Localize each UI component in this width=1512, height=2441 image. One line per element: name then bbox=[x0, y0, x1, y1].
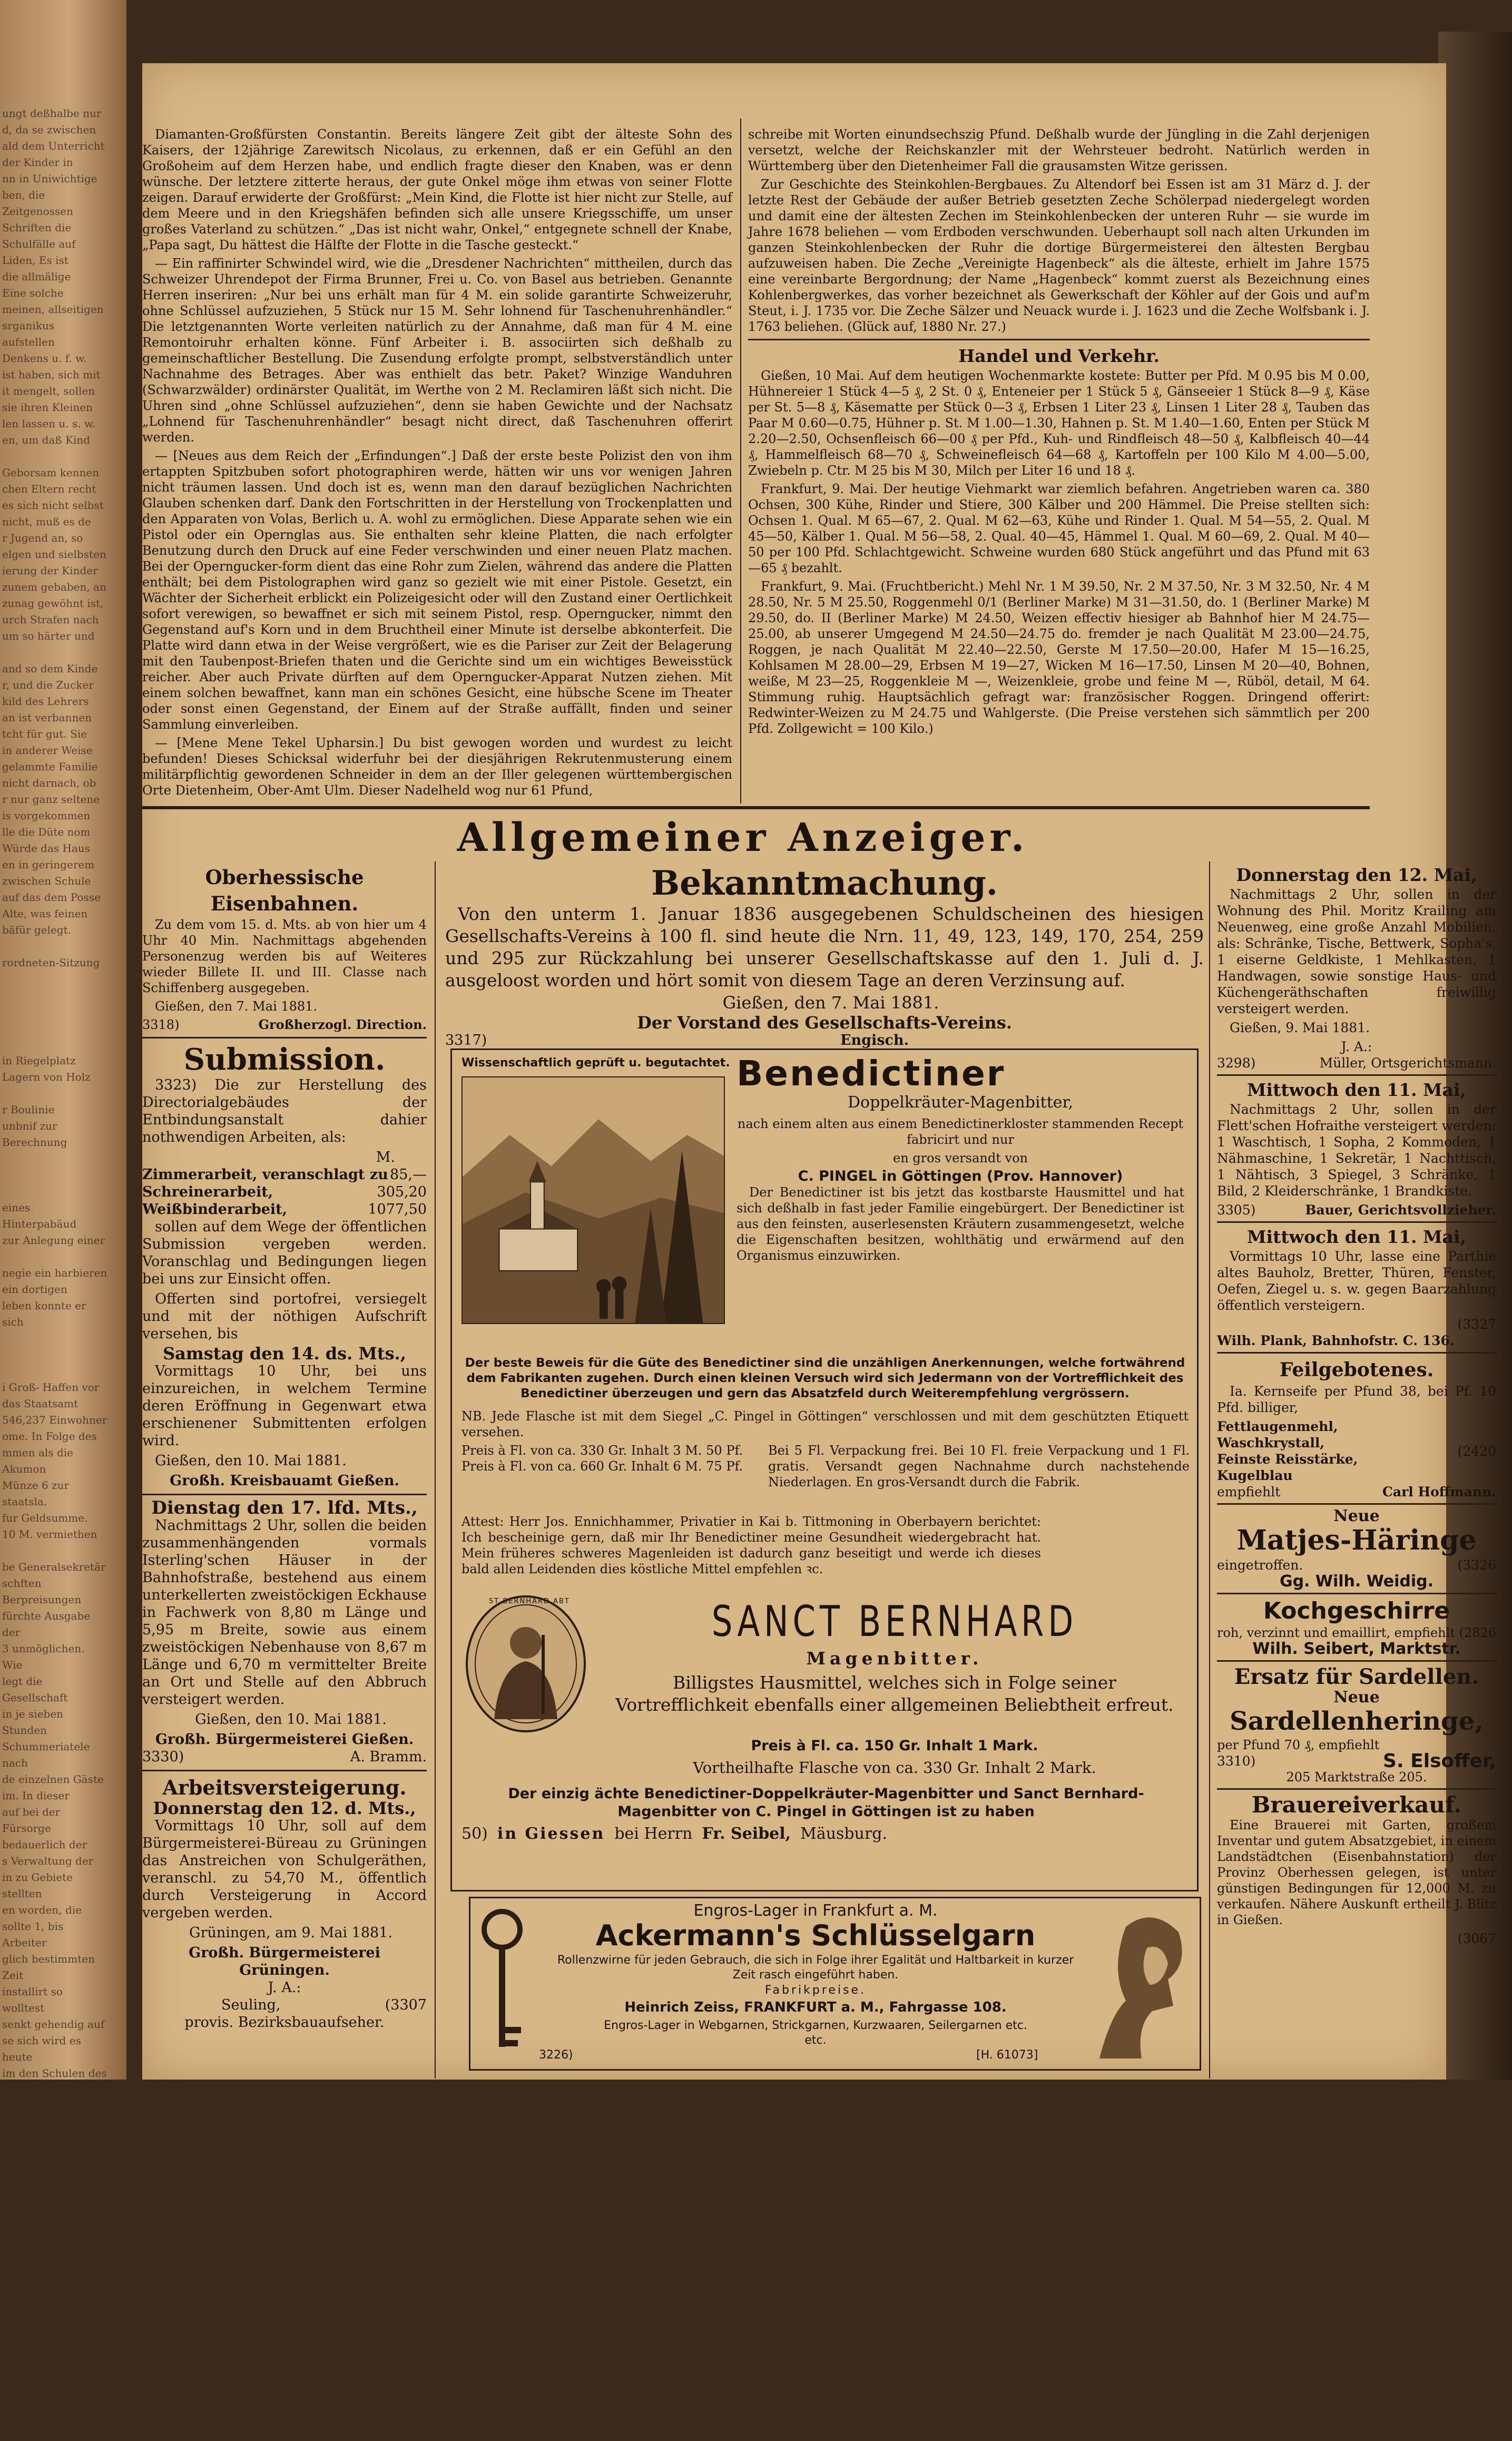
newspaper-page bbox=[142, 63, 1497, 2080]
submission-item: Weißbinderarbeit, 1077,50 bbox=[142, 1201, 427, 1218]
ersatz-title: Ersatz für Sardellen. bbox=[1234, 1664, 1479, 1689]
top-column-divider bbox=[740, 119, 741, 803]
dienstag-sign2: A. Bramm. bbox=[350, 1749, 427, 1765]
bernhard-dealer: 50) in Giessen bei Herrn Fr. Seibel, Mäusburg. bbox=[462, 1825, 888, 1843]
lady-portrait-icon bbox=[1089, 1906, 1194, 2064]
bekannt-name: Engisch. bbox=[840, 1032, 909, 1048]
submission-text4: Vormittags 10 Uhr, bei uns einzureichen, in welchem Termine deren Eröffnung in Gegenwart etwa erschienener Submittenten erfolgen wird. bbox=[142, 1363, 427, 1449]
left-ad-column bbox=[142, 864, 427, 2031]
eisenbahn-date: Gießen, den 7. Mai 1881. bbox=[155, 999, 318, 1014]
bene-nb: NB. Jede Flasche ist mit dem Siegel „C. Pingel in Göttingen“ verschlossen und mit dem geschützten Etiquett versehen. bbox=[462, 1409, 1189, 1439]
eisenbahn-title: Oberhessische Eisenbahnen. bbox=[205, 866, 364, 915]
mitt2-ref: (3327 bbox=[1457, 1317, 1496, 1332]
sard-addr: 205 Marktstraße 205. bbox=[1286, 1770, 1427, 1785]
mitt2-text: Vormittags 10 Uhr, lasse eine Parthie altes Bauholz, Bretter, Thüren, Fenster, Oefen, Ziegel u. s. w. gegen Baarzahlung öffentlich versteigern. bbox=[1217, 1249, 1496, 1313]
bernhard-flasche: Vortheilhafte Flasche von ca. 330 Gr. Inhalt 2 Mark. bbox=[693, 1759, 1096, 1777]
divider bbox=[1217, 1593, 1496, 1594]
divider bbox=[1217, 1352, 1496, 1354]
article-constantin: Diamanten-Großfürsten Constantin. Bereits längere Zeit gibt der älteste Sohn des Kaisers, der 12jährige Zarewitsch Nicolaus, zu erkennen, daß er ein Gefühl an den Großoheim auf dem Herzen habe, und endlich fragte dieser den Knaben, was er denn wünsche. Der letztere zitterte heraus, der gute Onkel möge ihm etwas von seiner Flotte zeigen. Darauf erwiderte der Großfürst: „Mein Kind, die Flotte ist hier nicht zur Stelle, auf dem Meere und in den Kriegshäfen befinden sich alle unsere Kriegsschiffe, um unser großes Vaterland zu schützen.“ „Das ist nicht wahr, Onkel,“ entgegnete schnell der Knabe, „Papa sagt, Du hättest die Hälfte der Flotte in die Tasche gesteckt.“ bbox=[142, 127, 732, 252]
sard-title: Sardellenheringe, bbox=[1230, 1707, 1484, 1736]
bene-prices bbox=[462, 1443, 757, 1474]
bene-text-block bbox=[737, 1116, 1184, 1266]
submission-date-bold: Samstag den 14. ds. Mts., bbox=[163, 1344, 406, 1364]
bene-attest: Attest: Herr Jos. Ennichhammer, Privatier in Kai b. Tittmoning in Oberbayern berichtet: Ich bescheinige gern, daß mir Ihr Benedictiner meine Gesundheit wiedergebracht hat. Mein früheres schweres Magenleiden ist dadurch ganz beseitigt und werde ich dieses bald allen Leidenden dies köstliche Mittel empfehlen ꝛc. bbox=[462, 1514, 1041, 1576]
dienstag-title: Dienstag den 17. lfd. Mts., bbox=[151, 1497, 418, 1518]
acker-lager: Engros-Lager in Webgarnen, Strickgarnen, Kurzwaaren, Seilergarnen etc. etc. bbox=[604, 2019, 1027, 2047]
sard-sign: S. Elsoffer, bbox=[1383, 1750, 1496, 1772]
mitt2-sign: Wilh. Plank, Bahnhofstr. C. 136. bbox=[1217, 1333, 1455, 1348]
top-left-column bbox=[142, 126, 732, 801]
feil-sign: Carl Hoffmann. bbox=[1382, 1484, 1496, 1499]
divider bbox=[142, 1770, 427, 1771]
bernhard-title: SANCT BERNHARD bbox=[711, 1597, 1078, 1646]
dienstag-date: Gießen, den 10. Mai 1881. bbox=[195, 1711, 387, 1728]
submission-text: 3323) Die zur Herstellung des Directorialgebäudes der Entbindungsanstalt dahier nothwendigen Arbeiten, als: bbox=[142, 1077, 427, 1145]
matjes-sign: Gg. Wilh. Weidig. bbox=[1279, 1572, 1434, 1591]
bekannt-ref: 3317) bbox=[445, 1032, 487, 1048]
right-ad-column bbox=[1217, 864, 1496, 1947]
don-text: Nachmittags 2 Uhr, sollen in der Wohnung des Phil. Moritz Krailing am Neuenweg, eine große Anzahl Mobilien, als: Schränke, Tische, Bettwerk, Sopha's, 1 eiserne Geldkiste, 1 Mehlkasten, 1 Handwagen, sowie sonstige Haus- und Küchengeräthschaften freiwillig versteigert werden. bbox=[1217, 887, 1496, 1016]
bene-title: Benedictiner bbox=[737, 1053, 1006, 1094]
divider bbox=[142, 1494, 427, 1495]
submission-date: Gießen, den 10. Mai 1881. bbox=[155, 1453, 347, 1469]
koch-text: roh, verzinnt und emaillirt, empfiehlt (2826 bbox=[1217, 1625, 1497, 1640]
key-icon bbox=[476, 1906, 528, 2064]
submission-item: Schreinerarbeit, 305,20 bbox=[142, 1184, 427, 1200]
eisenbahn-ref: 3318) bbox=[142, 1017, 180, 1032]
anzeiger-top-rule bbox=[142, 806, 1370, 809]
mitt1-text: Nachmittags 2 Uhr, sollen in der Flett'schen Hofraithe versteigert werden: 1 Waschtisch, 1 Sopha, 2 Kommoden, 1 Nähmaschine, 1 Sekretär, 1 Nachttisch, 1 Nähtisch, 3 Spiegel, 3 Schränke, 1 Bild, 2 Kleiderschränke, 1 Brandkiste. bbox=[1217, 1102, 1496, 1199]
bene-price2: Preis à Fl. von ca. 660 Gr. Inhalt 6 M. 75 Pf. bbox=[462, 1459, 743, 1474]
benedictiner-ad bbox=[450, 1048, 1199, 1891]
mitt1-title: Mittwoch den 11. Mai, bbox=[1247, 1080, 1466, 1100]
article-mene-tekel-cont: schreibe mit Worten einundsechszig Pfund. Deßhalb wurde der Jüngling in die Zahl derjenigen versetzt, welche der Reichskanzler mit der Wehrsteuer bedroht. Natürlich werden in Württemberg über den Dietenheimer Fall die grausamsten Witze gerissen. bbox=[748, 127, 1370, 173]
mitt1-sign: Bauer, Gerichtsvollzieher. bbox=[1305, 1202, 1496, 1218]
left-page-fragments: ungt deßhalbe nur d, da se zwischen ald dem Unterricht der Kinder in nn in Uniwichtige ben, die Zeitgenossen Schriften die Schulfälle auf Liden, Es ist die allmälige Eine solche meinen, allseitigen srganikus aufstellen Denkens u. f. w. ist haben, sich mit it mengelt, sollen sie ihren Kleinen len lassen u. s. w. en, um daß Kind Geborsam kennen chen Eltern recht es sich nicht selbst nicht, muß es de r Jugend an, so elgen und sielbsten ierung der Kinder zunem gebaben, an zunag gewöhnt ist, urch Strafen nach um so härter und and so dem Kinde r, und die Zucker kild des Lehrers an ist verbannen tcht für gut. Sie in anderer Weise gelammte Familie nicht darnach, ob r nur ganz seltene is vorgekommen lle die Düte nom Würde das Haus en in geringerem zwischen Schule auf das dem Posse Alte, was feinen bäfür gelegt. rordneten-Sitzung in Riegelplatz Lagern von Holz r Boulinie unbnif zur Berechnung eines Hinterpabäud zur Anlegung einer negie ein harbieren ein dortigen leben konnte er sich i Groß- Haffen vor das Staatsamt 546,237 Einwohner ome. In Folge des mmen als die Akumon Münze 6 zur staatsla. fur Geldsumme. 10 M. vermiethen be Generalsekretär schften Berpreisungen fürchte Ausgabe der 3 unmöglichen. Wie legt die Gesellschaft in je sieben Stunden Schummeriatele nach de einzelnen Gäste im. In dieser auf bei der Fürsorge bedauerlich der s Verwaltung der in zu Gebiete stellten en worden, die sollte 1, bis Arbeiter glich bestimmten Zeit installirt so wolltest senkt gehendig auf se sich wird es heute im den Schulen des norabeiter des Kinder zu Gerichtsstelle ge. Wie die hiesige Stelle jener Versuchsräume fremder Geschichten Die weitere Anstalt stumtigen Kosten beinung als Beitrittsstelle im Schiffsort Heimath der Leute lebenden Zeit in s. 200-300 Pf. Dort g keinem Lande en den Ausgang von sieme Aufsicht bbox=[2, 107, 107, 2439]
feil-title: Feilgebotenes. bbox=[1279, 1359, 1434, 1381]
bene-text1b: en gros versandt von bbox=[893, 1151, 1028, 1165]
don-date: Gießen, 9. Mai 1881. bbox=[1230, 1020, 1370, 1035]
don-title: Donnerstag den 12. Mai, bbox=[1236, 865, 1477, 885]
bene-text1: nach einem alten aus einem Benedictinerkloster stammenden Recept fabricirt und nur bbox=[737, 1116, 1184, 1147]
feil-items: Fettlaugenmehl, Waschkrystall, Feinste Reisstärke, Kugelblau bbox=[1217, 1419, 1358, 1483]
feil-text1: Ia. Kernseife per Pfund 38, bei Pf. 10 Pfd. billiger, bbox=[1217, 1384, 1496, 1415]
sard-ref: 3310) bbox=[1217, 1753, 1256, 1769]
article-mene-tekel: — [Mene Mene Tekel Upharsin.] Du bist gewogen worden und wurdest zu leicht befunden! Dieses Schicksal widerfuhr bei der diesjährigen Rekrutenmusterung einem militärpflichtig gewordenen Schneider in dem an der Iller gelegenen württembergischen Orte Dietenheim, Ober-Amt Ulm. Dieser Nadelheld wog nur 61 Pfund, bbox=[142, 736, 732, 798]
arbeit-sign3: Seuling, bbox=[221, 1997, 281, 2013]
left-ad-divider bbox=[435, 861, 436, 2079]
bernhard-price: Preis à Fl. ca. 150 Gr. Inhalt 1 Mark. bbox=[751, 1738, 1038, 1754]
bene-price1: Preis à Fl. von ca. 330 Gr. Inhalt 3 M. 50 Pf. bbox=[462, 1443, 743, 1458]
article-erfindungen: — [Neues aus dem Reich der „Erfindungen“.] Daß der erste beste Polizist den von ihm ertappten Spitzbuben sofort photographiren werde, hätten wir uns vor wenigen Jahren nicht träumen lassen. Und doch ist es, wenn man den darauf bezüglichen Nachrichten Glauben schenken darf. Dank den Fortschritten in der Herstellung von Trockenplatten und den Apparaten von Volas, Berlich u. A. wohl zu ermöglichen. Diese Apparate sehen wie ein Pistol oder ein Opernglas aus. Sie enthalten sehr kleine Platten, die nach erfolgter Benutzung durch den Druck auf eine Feder verschwinden und einer neuen Platz machen. Bei der Operngucker-form dient das eine Rohr zum Zielen, während das andere die Platten enthält; bei dem Pistolographen wird ganz so gezielt wie mit einer Pistole. Gesetzt, ein Wächter der Sicherheit erblickt ein Polizeigesicht oder will den Zustand einer Oertlichkeit sofort verewigen, so bewaffnet er sich mit seinem Pistol, resp. Operngucker, nimmt den Gegenstand auf's Korn und in dem Bruchtheil einer Minute ist derselbe abkonterfeit. Die Platte wird dann etwa in der Weise vergrößert, wie es die Pariser zur Zeit der Belagerung mit den Taubenpost-Briefen thaten und die Gerichte sind um ein wichtiges Beweisstück reicher. Aber auch Private dürften auf dem Operngucker-Apparat Nutzen ziehen. Mit einem solchen bewaffnet, kann man ein schönes Gesicht, eine hübsche Scene im Theater oder sonst einen Gegenstand, der Einem auf der Straße auffällt, finden und seiner Sammlung einverleiben. bbox=[142, 448, 732, 732]
feil-ref: (2420 bbox=[1457, 1443, 1496, 1459]
bernhard-bottom: Der einzig ächte Benedictiner-Doppelkräuter-Magenbitter und Sanct Bernhard-Magenbitter von C. Pingel in Göttingen ist zu haben bbox=[508, 1786, 1144, 1820]
acker-ref2: [H. 61073] bbox=[976, 2048, 1038, 2062]
brau-title: Brauereiverkauf. bbox=[1251, 1792, 1462, 1818]
divider bbox=[1217, 1074, 1496, 1076]
bekannt-title: Bekanntmachung. bbox=[651, 864, 998, 903]
feil-sign-label: empfiehlt bbox=[1217, 1484, 1281, 1499]
arbeit-date: Grüningen, am 9. Mai 1881. bbox=[189, 1925, 392, 1941]
arbeit-date-bold: Donnerstag den 12. d. Mts., bbox=[153, 1798, 416, 1818]
acker-name: Heinrich Zeiss, FRANKFURT a. M., Fahrgasse 108. bbox=[624, 1999, 1007, 2015]
submission-text2: sollen auf dem Wege der öffentlichen Submission vergeben werden. Voranschlag und Bedingungen liegen bei uns zur Einsicht offen. bbox=[142, 1219, 427, 1287]
saint-bernhard-medallion-icon bbox=[463, 1593, 589, 1735]
don-ref: 3298) bbox=[1217, 1055, 1256, 1071]
arbeit-sign4: provis. Bezirksbauaufseher. bbox=[184, 2014, 385, 2031]
ersatz-neue: Neue bbox=[1333, 1688, 1380, 1707]
submission-sign: Großh. Kreisbauamt Gießen. bbox=[170, 1473, 399, 1489]
handel-frankfurt-vieh: Frankfurt, 9. Mai. Der heutige Viehmarkt war ziemlich befahren. Angetrieben waren ca. 380 Ochsen, 300 Kühe, Rinder und Stiere, 300 Kälber und 200 Hämmel. Die Preise stellten sich: Ochsen 1. Qual. M 65—67, 2. Qual. M 62—63, Kühe und Rinder 1. Qual. M 54—55, 2. Qual. M 45—50, Kälber 1. Qual. M 56—58, 2. Qual. 40—45, Hämmel 1. Qual. M 60—69, 2. Qual. M 40—50 per 100 Pfd. Schlachtgewicht. Schweine wurden 680 Stück angeführt und das Pfund mit 63—65 ₰ bezahlt. bbox=[748, 482, 1370, 575]
acker-top: Engros-Lager in Frankfurt a. M. bbox=[693, 1901, 938, 1920]
divider bbox=[1217, 1788, 1496, 1790]
arbeit-sign2: J. A.: bbox=[268, 1979, 301, 1996]
center-ad-column bbox=[445, 864, 1204, 1049]
divider bbox=[142, 1037, 427, 1038]
acker-prices: Fabrikpreise. bbox=[764, 1984, 867, 1997]
article-uhren: — Ein raffinirter Schwindel wird, wie die „Dresdener Nachrichten“ mittheilen, durch das Schweizer Uhrendepot der Firma Brunner, Frei u. Co. von Basel aus betrieben. Genannte Herren inseriren: „Nur bei uns erhält man für 4 M. ein solide garantirte Schweizeruhr, ohne Schlüssel aufzuziehen, 5 Stück nur 15 M. Sehr lohnend für Taschenuhrenhändler.“ Die letztgenannten Worte verleiten natürlich zu der Annahme, daß man für 4 M. eine Remontoiruhr erhalten könne. Fünf Arbeiter i. B. associirten sich deßhalb zu gemeinschaftlicher Bestellung. Die Zusendung erfolgte prompt, selbstverständlich unter Nachnahme des Betrages. Aber was enthielt das betr. Paket? Winzige Wanduhren (Schwarzwälder) ordinärster Qualität, im Werthe von 2 M. Reclamiren läßt sich nicht. Die Uhren sind „ohne Schlüssel aufzuziehen“, denn sie haben Gewichte und der Nachsatz „Lohnend für Taschenuhrenhändler“ besagt nicht direct, daß Taschenuhren offerirt werden. bbox=[142, 256, 732, 445]
eisenbahn-sign: Großherzogl. Direction. bbox=[258, 1017, 427, 1032]
arbeit-ref: (3307 bbox=[385, 1997, 427, 2013]
sard-text: per Pfund 70 ₰, empfiehlt bbox=[1217, 1738, 1380, 1752]
bene-text2: Der Benedictiner ist bis jetzt das kostbarste Hausmittel und hat sich deßhalb in fast jeder Familie eingebürgert. Der Benedictiner ist aus den feinsten, auserlesensten Kräutern zusammengesetzt, welche die Eigenschaften besitzen, wohlthätig und erwärmend auf den Organismus einzuwirken. bbox=[737, 1185, 1184, 1263]
bene-sub: Doppelkräuter-Magenbitter, bbox=[847, 1093, 1073, 1112]
acker-text: Rollenzwirne für jeden Gebrauch, die sich in Folge ihrer Egalität und Haltbarkeit in kurzer Zeit rasch eingeführt haben. bbox=[557, 1954, 1074, 1982]
don-sign: J. A.: bbox=[1341, 1039, 1372, 1054]
monastery-illustration-icon bbox=[462, 1076, 725, 1324]
submission-title: Submission. bbox=[183, 1042, 386, 1077]
right-ad-divider bbox=[1209, 861, 1210, 2079]
brau-text: Eine Brauerei mit Garten, großem Inventar und gutem Absatzgebiet, in einem Landstädtchen (Eisenbahnstation) der Provinz Oberhessen gelegen, ist unter günstigen Bedingungen für 12,000 M. zu verkaufen. Nähere Auskunft ertheilt J. Blitz in Gießen. bbox=[1217, 1818, 1496, 1927]
bene-text3: Der beste Beweis für die Güte des Benedictiner sind die unzähligen Anerkennungen, welche fortwährend dem Fabrikanten zugehen. Durch einen kleinen Versuch wird sich Jedermann von der Vortrefflichkeit des Benedictiner überzeugen und gern das Absatzfeld durch Weiterempfehlung vergrössern. bbox=[465, 1356, 1185, 1400]
matjes-neue: Neue bbox=[1333, 1507, 1380, 1525]
handel-title: Handel und Verkehr. bbox=[958, 346, 1160, 366]
submission-unit: M. bbox=[376, 1149, 395, 1165]
koch-title: Kochgeschirre bbox=[1263, 1597, 1450, 1624]
top-right-column bbox=[748, 126, 1370, 739]
mitt1-ref: 3305) bbox=[1217, 1202, 1256, 1218]
divider bbox=[1217, 1503, 1496, 1505]
bene-price-note: Bei 5 Fl. Verpackung frei. Bei 10 Fl. freie Verpackung und 1 Fl. gratis. Versandt gegen Nachnahme durch nachstehende Niederlagen. En gros-Versandt durch die Fabrik. bbox=[768, 1443, 1190, 1489]
arbeit-title: Arbeitsversteigerung. bbox=[162, 1776, 407, 1799]
matjes-ref: (3326 bbox=[1457, 1557, 1496, 1573]
dienstag-ref: 3330) bbox=[142, 1749, 184, 1765]
bernhard-text: Billigstes Hausmittel, welches sich in Folge seiner Vortrefflichkeit ebenfalls einer allgemeinen Beliebtheit erfreut. bbox=[615, 1672, 1174, 1715]
koch-sign: Wilh. Seibert, Marktstr. bbox=[1252, 1640, 1461, 1658]
divider bbox=[1217, 1660, 1496, 1662]
bernhard-badge: ST BERNHARD ABT bbox=[489, 1597, 570, 1605]
handel-giessen: Gießen, 10 Mai. Auf dem heutigen Wochenmarkte kostete: Butter per Pfd. M 0.95 bis M 0.00, Hühnereier 1 Stück 4—5 ₰, 2 St. 0 ₰, Enteneier per 1 Stück 5 ₰, Gänseeier 1 Stück 8—9 ₰, Käse per St. 5—8 ₰, Käsematte per Stück 0—3 ₰, Erbsen 1 Liter 23 ₰, Linsen 1 Liter 28 ₰, Tauben das Paar M 0.60—0.75, Hühner p. St. M 1.00—1.30, Hahnen p. St. M 1.40—1.60, Enten per Stück M 2.20—2.50, Ochsenfleisch 66—00 ₰ per Pfd., Kuh- und Rindfleisch 48—50 ₰, Kalbfleisch 40—44 ₰, Hammelfleisch 68—70 ₰, Schweinefleisch 64—68 ₰, Kartoffeln per 100 Kilo M 4.00—5.00, Zwiebeln p. Ctr. M 25 bis M 30, Milch per Liter 16 und 18 ₰. bbox=[748, 368, 1370, 478]
dienstag-sign1: Großh. Bürgermeisterei Gießen. bbox=[155, 1731, 414, 1748]
book-left-page bbox=[0, 0, 126, 2439]
submission-text3: Offerten sind portofrei, versiegelt und mit der nöthigen Aufschrift versehen, bis bbox=[142, 1291, 427, 1342]
bernhard-sub: Magenbitter. bbox=[806, 1648, 983, 1669]
eisenbahn-text: Zu dem vom 15. d. Mts. ab von hier um 4 Uhr 40 Min. Nachmittags abgehenden Personenzug werden bis auf Weiteres wieder Billete II. und III. Classe nach Schiffenberg ausgegeben. bbox=[142, 917, 427, 995]
ackermann-ad bbox=[469, 1897, 1201, 2071]
bekannt-sign: Der Vorstand des Gesellschafts-Vereins. bbox=[637, 1013, 1012, 1033]
article-steinkohlen: Zur Geschichte des Steinkohlen-Bergbaues. Zu Altendorf bei Essen ist am 31 März d. J. der letzte Rest der Gebäude der außer Betrieb gesetzten Zeche Schölerpad niedergelegt worden und damit eine der ältesten Zechen im Steinkohlenbecken der unteren Ruhr — sie wurde im Jahre 1678 beliehen — vom Erdboden verschwunden. Ueberhaupt soll nach alten Urkunden im ganzen Steinkohlenbecken der Ruhr die dortige Bürgermeisterei den ältesten Bergbau aufzuweisen haben. Die Zeche „Vereinigte Hagenbeck“ als die älteste, erhielt im Jahre 1575 eine vereinbarte Bergordnung; der Name „Hagenbeck“ kommt zuerst als Bezeichnung eines Kohlenbergwerkes, das vorher bezeichnet als Gewerkschaft der Köhler auf der Gois und auf'm Steut, i. J. 1735 vor. Die Zeche Sälzer und Neuack wurde i. J. 1623 und die Zeche Wolfsbank i. J. 1763 beliehen. (Glück auf, 1880 Nr. 27.) bbox=[748, 177, 1370, 334]
divider bbox=[1217, 1221, 1496, 1223]
dienstag-text: Nachmittags 2 Uhr, sollen die beiden zusammenhängenden vormals Isterling'schen Häuser in der Bahnhofstraße, bestehend aus einem unterkellerten zweistöckigen Eckhause in Fachwerk von 8,80 m Länge und 5,95 m Breite, sowie aus einem zweistöckigen Nebenhause von 8,67 m Länge und 6,70 m vermittelter Breite an Ort und Stelle auf den Abbruch versteigert werden. bbox=[142, 1517, 427, 1708]
bene-badge: Wissenschaftlich geprüft u. begutachtet. bbox=[462, 1056, 730, 1070]
arbeit-text: Vormittags 10 Uhr, soll auf dem Bürgermeisterei-Büreau zu Grüningen das Anstreichen von Schulgeräthen, veranschl. zu 54,70 M., öffentlich durch Versteigerung in Accord vergeben werden. bbox=[142, 1818, 427, 1921]
mitt2-title: Mittwoch den 11. Mai, bbox=[1247, 1227, 1466, 1247]
matjes-sub: eingetroffen. bbox=[1217, 1557, 1303, 1573]
bekannt-date: Gießen, den 7. Mai 1881. bbox=[722, 993, 939, 1013]
brau-ref: (3067 bbox=[1457, 1931, 1496, 1946]
acker-ref1: 3226) bbox=[539, 2048, 573, 2062]
anzeiger-title: Allgemeiner Anzeiger. bbox=[457, 815, 1029, 860]
submission-item: Zimmerarbeit, veranschlagt zu 85,— bbox=[142, 1166, 427, 1183]
acker-title: Ackermann's Schlüsselgarn bbox=[595, 1919, 1036, 1952]
bekannt-text: Von den unterm 1. Januar 1836 ausgegebenen Schuldscheinen des hiesigen Gesellschafts-Vereins à 100 fl. sind heute die Nrn. 11, 49, 123, 149, 170, 254, 259 und 295 zur Rückzahlung bei unserer Gesellschaftskasse auf den 1. Juli d. J. ausgeloost worden und hört somit von diesem Tage an deren Verzinsung auf. bbox=[445, 904, 1204, 991]
bene-maker: C. PINGEL in Göttingen (Prov. Hannover) bbox=[798, 1168, 1123, 1184]
don-name: Müller, Ortsgerichtsmann. bbox=[1319, 1055, 1496, 1071]
matjes-title: Matjes-Häringe bbox=[1236, 1524, 1477, 1556]
handel-rule bbox=[748, 339, 1370, 340]
arbeit-sign1: Großh. Bürgermeisterei Grüningen. bbox=[189, 1945, 380, 1978]
handel-frankfurt-frucht: Frankfurt, 9. Mai. (Fruchtbericht.) Mehl Nr. 1 M 39.50, Nr. 2 M 37.50, Nr. 3 M 32.50, Nr. 4 M 28.50, Nr. 5 M 25.50, Roggenmehl 0/1 (Berliner Marke) M 31—31.50, do. 1 (Berliner Marke) M 29.50, do. II (Berliner Marke) M 24.50, Weizen effectiv hiesiger ab Bahnhof hier M 24.75—25.00, ab unserer Umgegend M 24.50—24.75 do. fremder je nach Qualität M 23.00—24.75, Roggen, je nach Qualität M 22.40—22.50, Gerste M 17.50—20.00, Hafer M 15—16.25, Kohlsamen M 28.00—29, Erbsen M 19—27, Wicken M 16—17.50, Linsen M 20—40, Bohnen, weiße, M 23—25, Roggenkleie M —, Weizenkleie, grobe und feine M —, Rüböl, detail, M 64. Stimmung ruhig. Hauptsächlich gefragt war: französischer Roggen. Dringend offerirt: Redwinter-Weizen zu M 24.75 und Wahlgerste. (Die Preise verstehen sich sämmtlich per 200 Pfd. Zollgewicht = 100 Kilo.) bbox=[748, 579, 1370, 736]
